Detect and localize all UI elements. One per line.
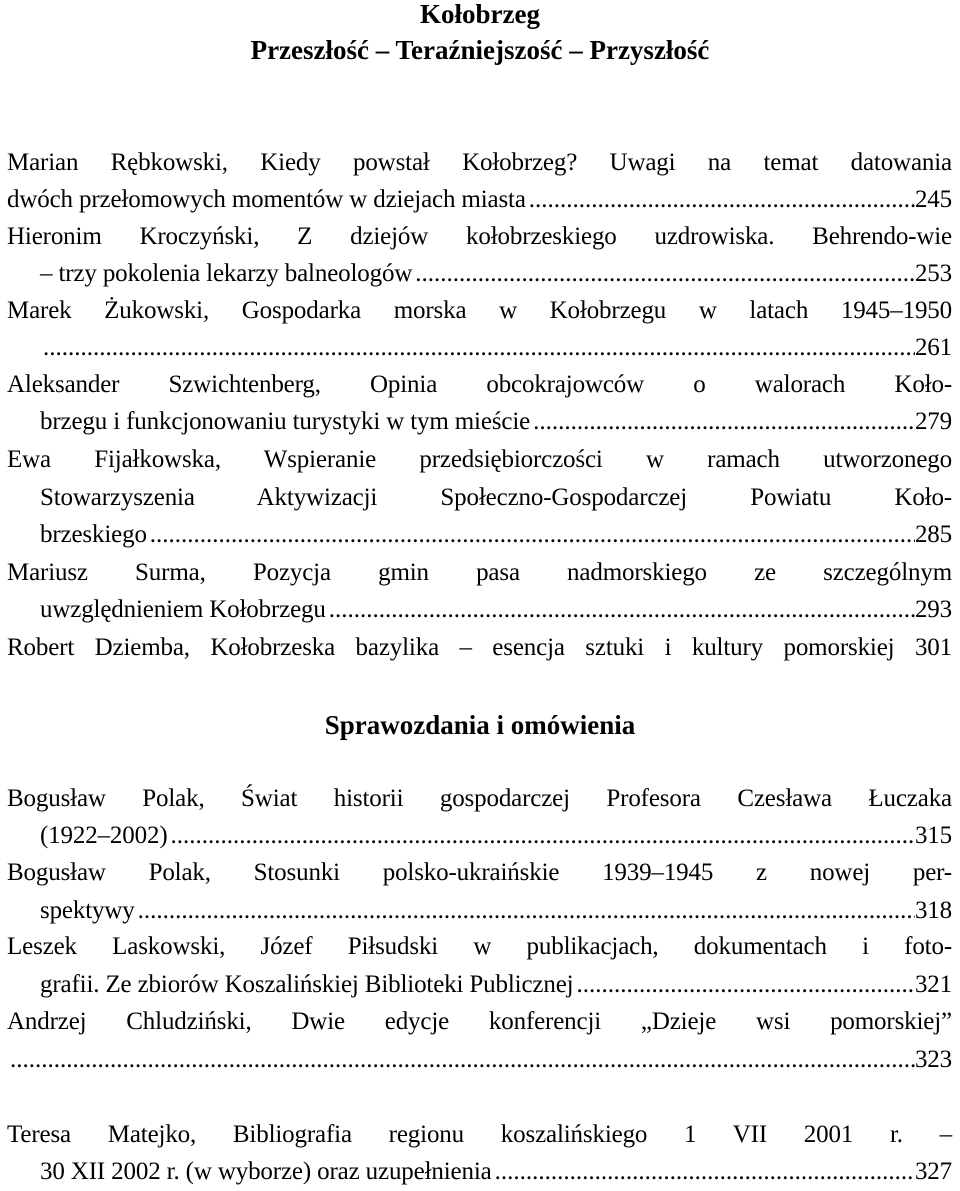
toc-entry-text: 30 XII 2002 r. (w wyborze) oraz uzupełnienia	[40, 1158, 492, 1185]
toc-entry-text: spektywy	[40, 897, 135, 924]
toc-entry-line: Mariusz Surma, Pozycja gmin pasa nadmorskiego ze szczególnym	[7, 559, 952, 586]
toc-entry-line: Hieronim Kroczyński, Z dziejów kołobrzeskiego uzdrowiska. Behrendo-wie	[7, 223, 952, 250]
dot-leader	[492, 1155, 915, 1189]
page-number: 293	[914, 596, 952, 623]
dot-leader	[573, 968, 914, 1002]
toc-entry-line	[40, 819, 952, 853]
page-number: 285	[914, 521, 952, 548]
section-heading: Sprawozdania i omówienia	[324, 710, 636, 740]
toc-entry-line: Stowarzyszenia Aktywizacji Społeczno-Gospodarczej Powiatu Koło-	[40, 484, 952, 511]
toc-entry-line: Leszek Laskowski, Józef Piłsudski w publikacjach, dokumentach i foto-	[7, 933, 952, 960]
toc-entry-line: Robert Dziemba, Kołobrzeska bazylika – esencja sztuki i kultury pomorskiej 301	[7, 634, 952, 661]
dot-leader	[135, 894, 915, 928]
page-number: 321	[914, 971, 952, 998]
toc-entry-text: – trzy pokolenia lekarzy balneologów	[40, 260, 413, 287]
toc-entry-line: Marian Rębkowski, Kiedy powstał Kołobrzeg? Uwagi na temat datowania	[7, 149, 952, 176]
toc-entry-line	[7, 183, 952, 217]
toc-entry-text: dwóch przełomowych momentów w dziejach miasta	[7, 186, 526, 213]
toc-entry-line: Marek Żukowski, Gospodarka morska w Kołobrzegu w latach 1945–1950	[7, 297, 952, 324]
toc-entry-line	[40, 331, 952, 365]
toc-entry-line: Bogusław Polak, Świat historii gospodarczej Profesora Czesława Łuczaka	[7, 785, 952, 812]
page-number: 245	[914, 186, 952, 213]
toc-entry-line	[40, 405, 952, 439]
page-number: 261	[914, 334, 952, 361]
toc-entry-text: grafii. Ze zbiorów Koszalińskiej Biblioteki Publicznej	[40, 971, 574, 998]
toc-entry-text: brzeskiego	[40, 521, 147, 548]
toc-entry-text: uwzględnieniem Kołobrzegu	[40, 596, 326, 623]
dot-leader	[530, 405, 915, 439]
dot-leader	[168, 819, 915, 853]
toc-entry-line	[40, 1155, 952, 1189]
toc-entry-line: Bogusław Polak, Stosunki polsko-ukraińskie 1939–1945 z nowej per-	[7, 859, 952, 886]
dot-leader	[40, 331, 915, 365]
page-number: 327	[914, 1158, 952, 1185]
page-number: 315	[914, 822, 952, 849]
toc-entry-text: (1922–2002)	[40, 822, 168, 849]
toc-entry-line: Teresa Matejko, Bibliografia regionu koszalińskiego 1 VII 2001 r. –	[7, 1121, 952, 1148]
toc-entry-line: Aleksander Szwichtenberg, Opinia obcokrajowców o walorach Koło-	[7, 371, 952, 398]
toc-entry-line	[40, 968, 952, 1002]
page-number: 323	[914, 1046, 952, 1073]
section-title: Kołobrzeg	[420, 0, 540, 29]
toc-entry-line	[40, 593, 952, 627]
page-number: 318	[914, 897, 952, 924]
toc-entry-line	[7, 1043, 952, 1077]
dot-leader	[326, 593, 915, 627]
toc-entry-line	[40, 518, 952, 552]
dot-leader	[147, 518, 915, 552]
toc-entry-line	[40, 257, 952, 291]
dot-leader	[412, 257, 915, 291]
page-number: 253	[914, 260, 952, 287]
toc-entry-text: brzegu i funkcjonowaniu turystyki w tym mieście	[40, 408, 531, 435]
dot-leader	[526, 183, 915, 217]
toc-entry-line: Ewa Fijałkowska, Wspieranie przedsiębiorczości w ramach utworzonego	[7, 446, 952, 473]
page-number: 279	[914, 408, 952, 435]
toc-entry-line	[40, 894, 952, 928]
section-subtitle: Przeszłość – Teraźniejszość – Przyszłość	[250, 35, 710, 65]
toc-entry-line: Andrzej Chludziński, Dwie edycje konferencji „Dzieje wsi pomorskiej”	[7, 1008, 952, 1035]
dot-leader	[7, 1043, 915, 1077]
